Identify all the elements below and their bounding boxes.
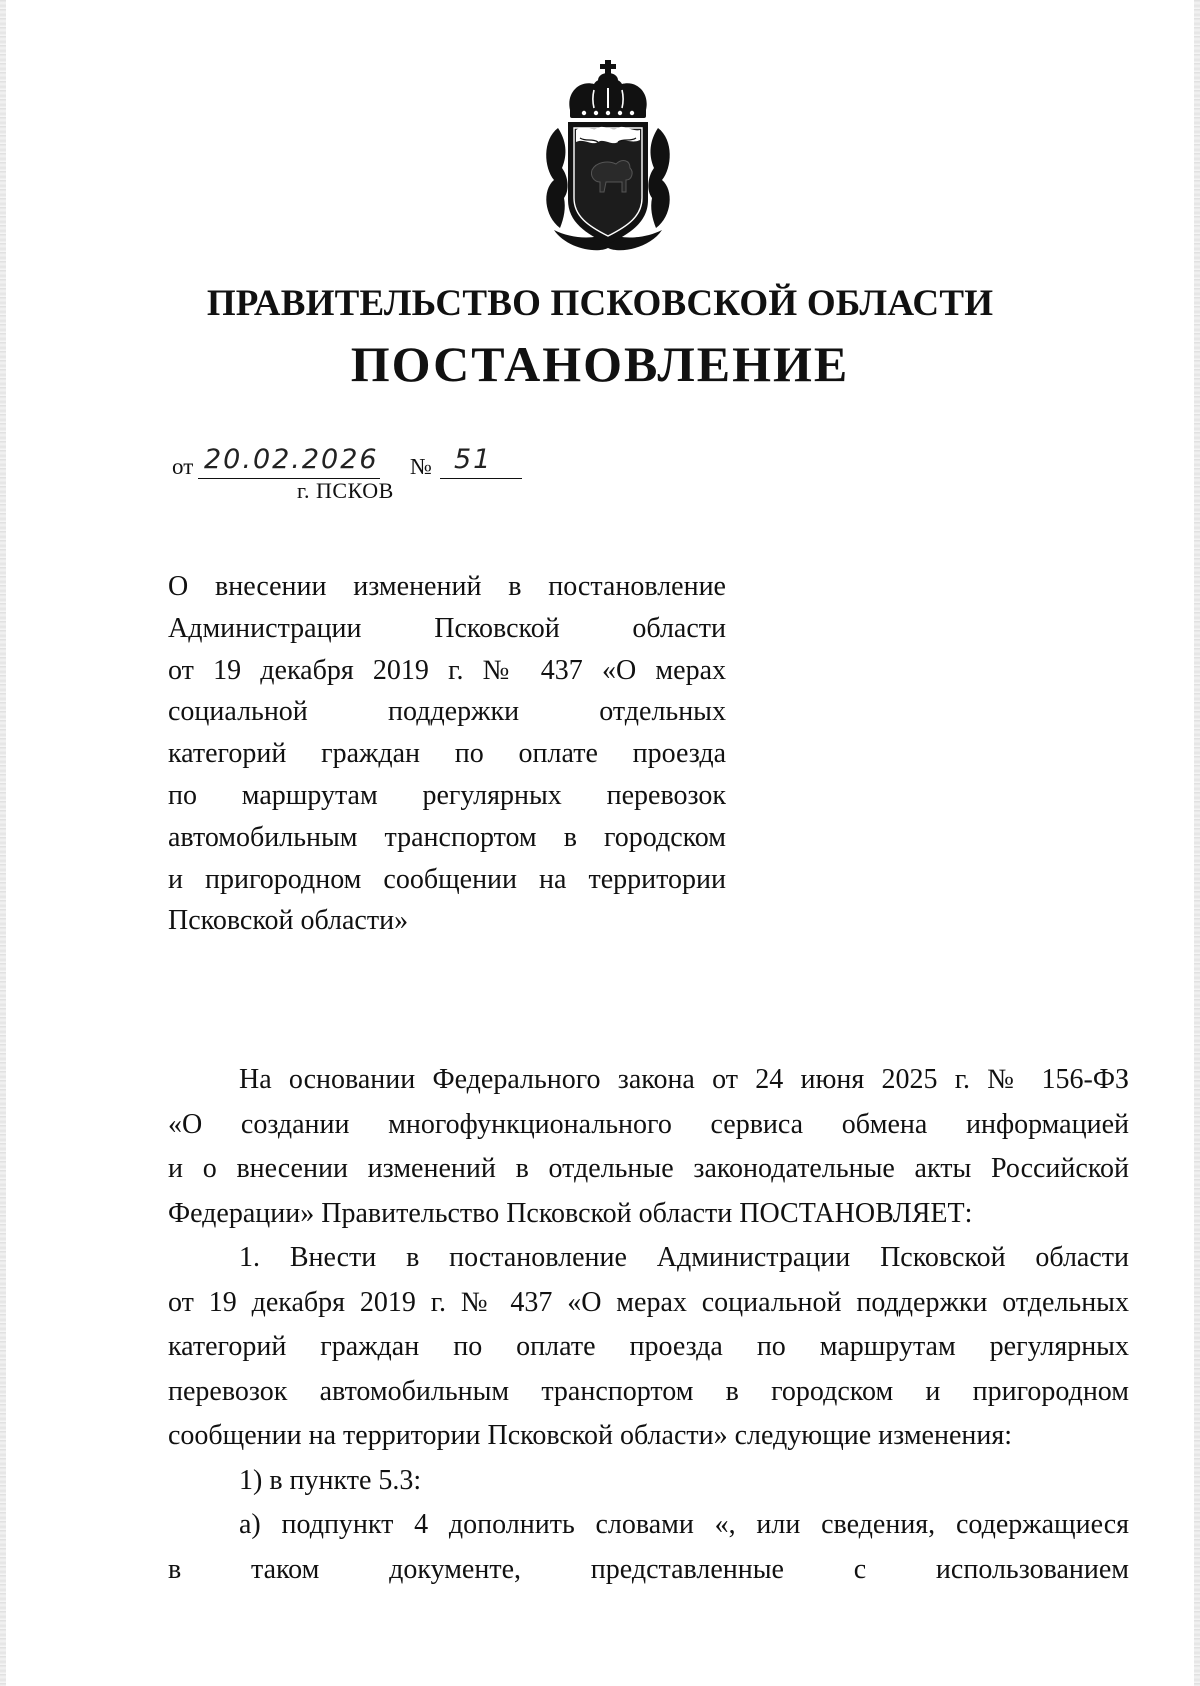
body-line: «О создании многофункционального сервиса обмена информацией: [168, 1108, 1129, 1140]
subject-line: Администрации Псковской области: [168, 612, 726, 644]
body-line: категорий граждан по оплате проезда по маршрутам регулярных: [168, 1331, 1129, 1362]
subject-line: социальной поддержки отдельных: [168, 696, 726, 728]
subject-line: категорий граждан по оплате проезда: [168, 738, 726, 770]
scan-edge-right: [1194, 0, 1200, 1686]
document-subject: [168, 566, 726, 942]
body-line: от 19 декабря 2019 г. № 437 «О мерах социальной поддержки отдельных: [168, 1286, 1129, 1318]
body-line: Федерации» Правительство Псковской области ПОСТАНОВЛЯЕТ:: [168, 1197, 973, 1229]
subject-line: и пригородном сообщении на территории: [168, 863, 726, 895]
document-type-title: ПОСТАНОВЛЕНИЕ: [350, 336, 850, 392]
subject-line: О внесении изменений в постановление: [168, 571, 726, 602]
body-line: и о внесении изменений в отдельные законодательные акты Российской: [168, 1153, 1129, 1184]
body-line: 1) в пункте 5.3:: [239, 1464, 422, 1496]
body-line: в таком документе, представленные с использованием: [168, 1553, 1129, 1585]
number-prefix-label: №: [410, 454, 432, 479]
date-handwritten: 20.02.2026: [204, 444, 379, 475]
organization-title: ПРАВИТЕЛЬСТВО ПСКОВСКОЙ ОБЛАСТИ: [206, 283, 994, 324]
coat-of-arms-icon: [536, 58, 680, 254]
date-prefix-label: от: [172, 454, 194, 479]
body-line: сообщении на территории Псковской области» следующие изменения:: [168, 1420, 1013, 1451]
subject-line: от 19 декабря 2019 г. № 437 «О мерах: [168, 654, 726, 686]
city-label: г. ПСКОВ: [297, 478, 394, 503]
scan-edge-left: [0, 0, 6, 1686]
body-line: а) подпункт 4 дополнить словами «, или сведения, содержащиеся: [239, 1509, 1129, 1540]
number-underline: [440, 478, 522, 479]
body-line: перевозок автомобильным транспортом в городском и пригородном: [168, 1375, 1129, 1407]
body-line: На основании Федерального закона от 24 июня 2025 г. № 156-ФЗ: [239, 1064, 1129, 1095]
subject-line: по маршрутам регулярных перевозок: [168, 779, 726, 811]
document-body: [168, 1058, 1129, 1592]
body-line: 1. Внести в постановление Администрации Псковской области: [239, 1242, 1129, 1273]
subject-line: Псковской области»: [168, 905, 409, 937]
number-handwritten: 51: [454, 444, 493, 475]
subject-line: автомобильным транспортом в городском: [168, 821, 726, 853]
